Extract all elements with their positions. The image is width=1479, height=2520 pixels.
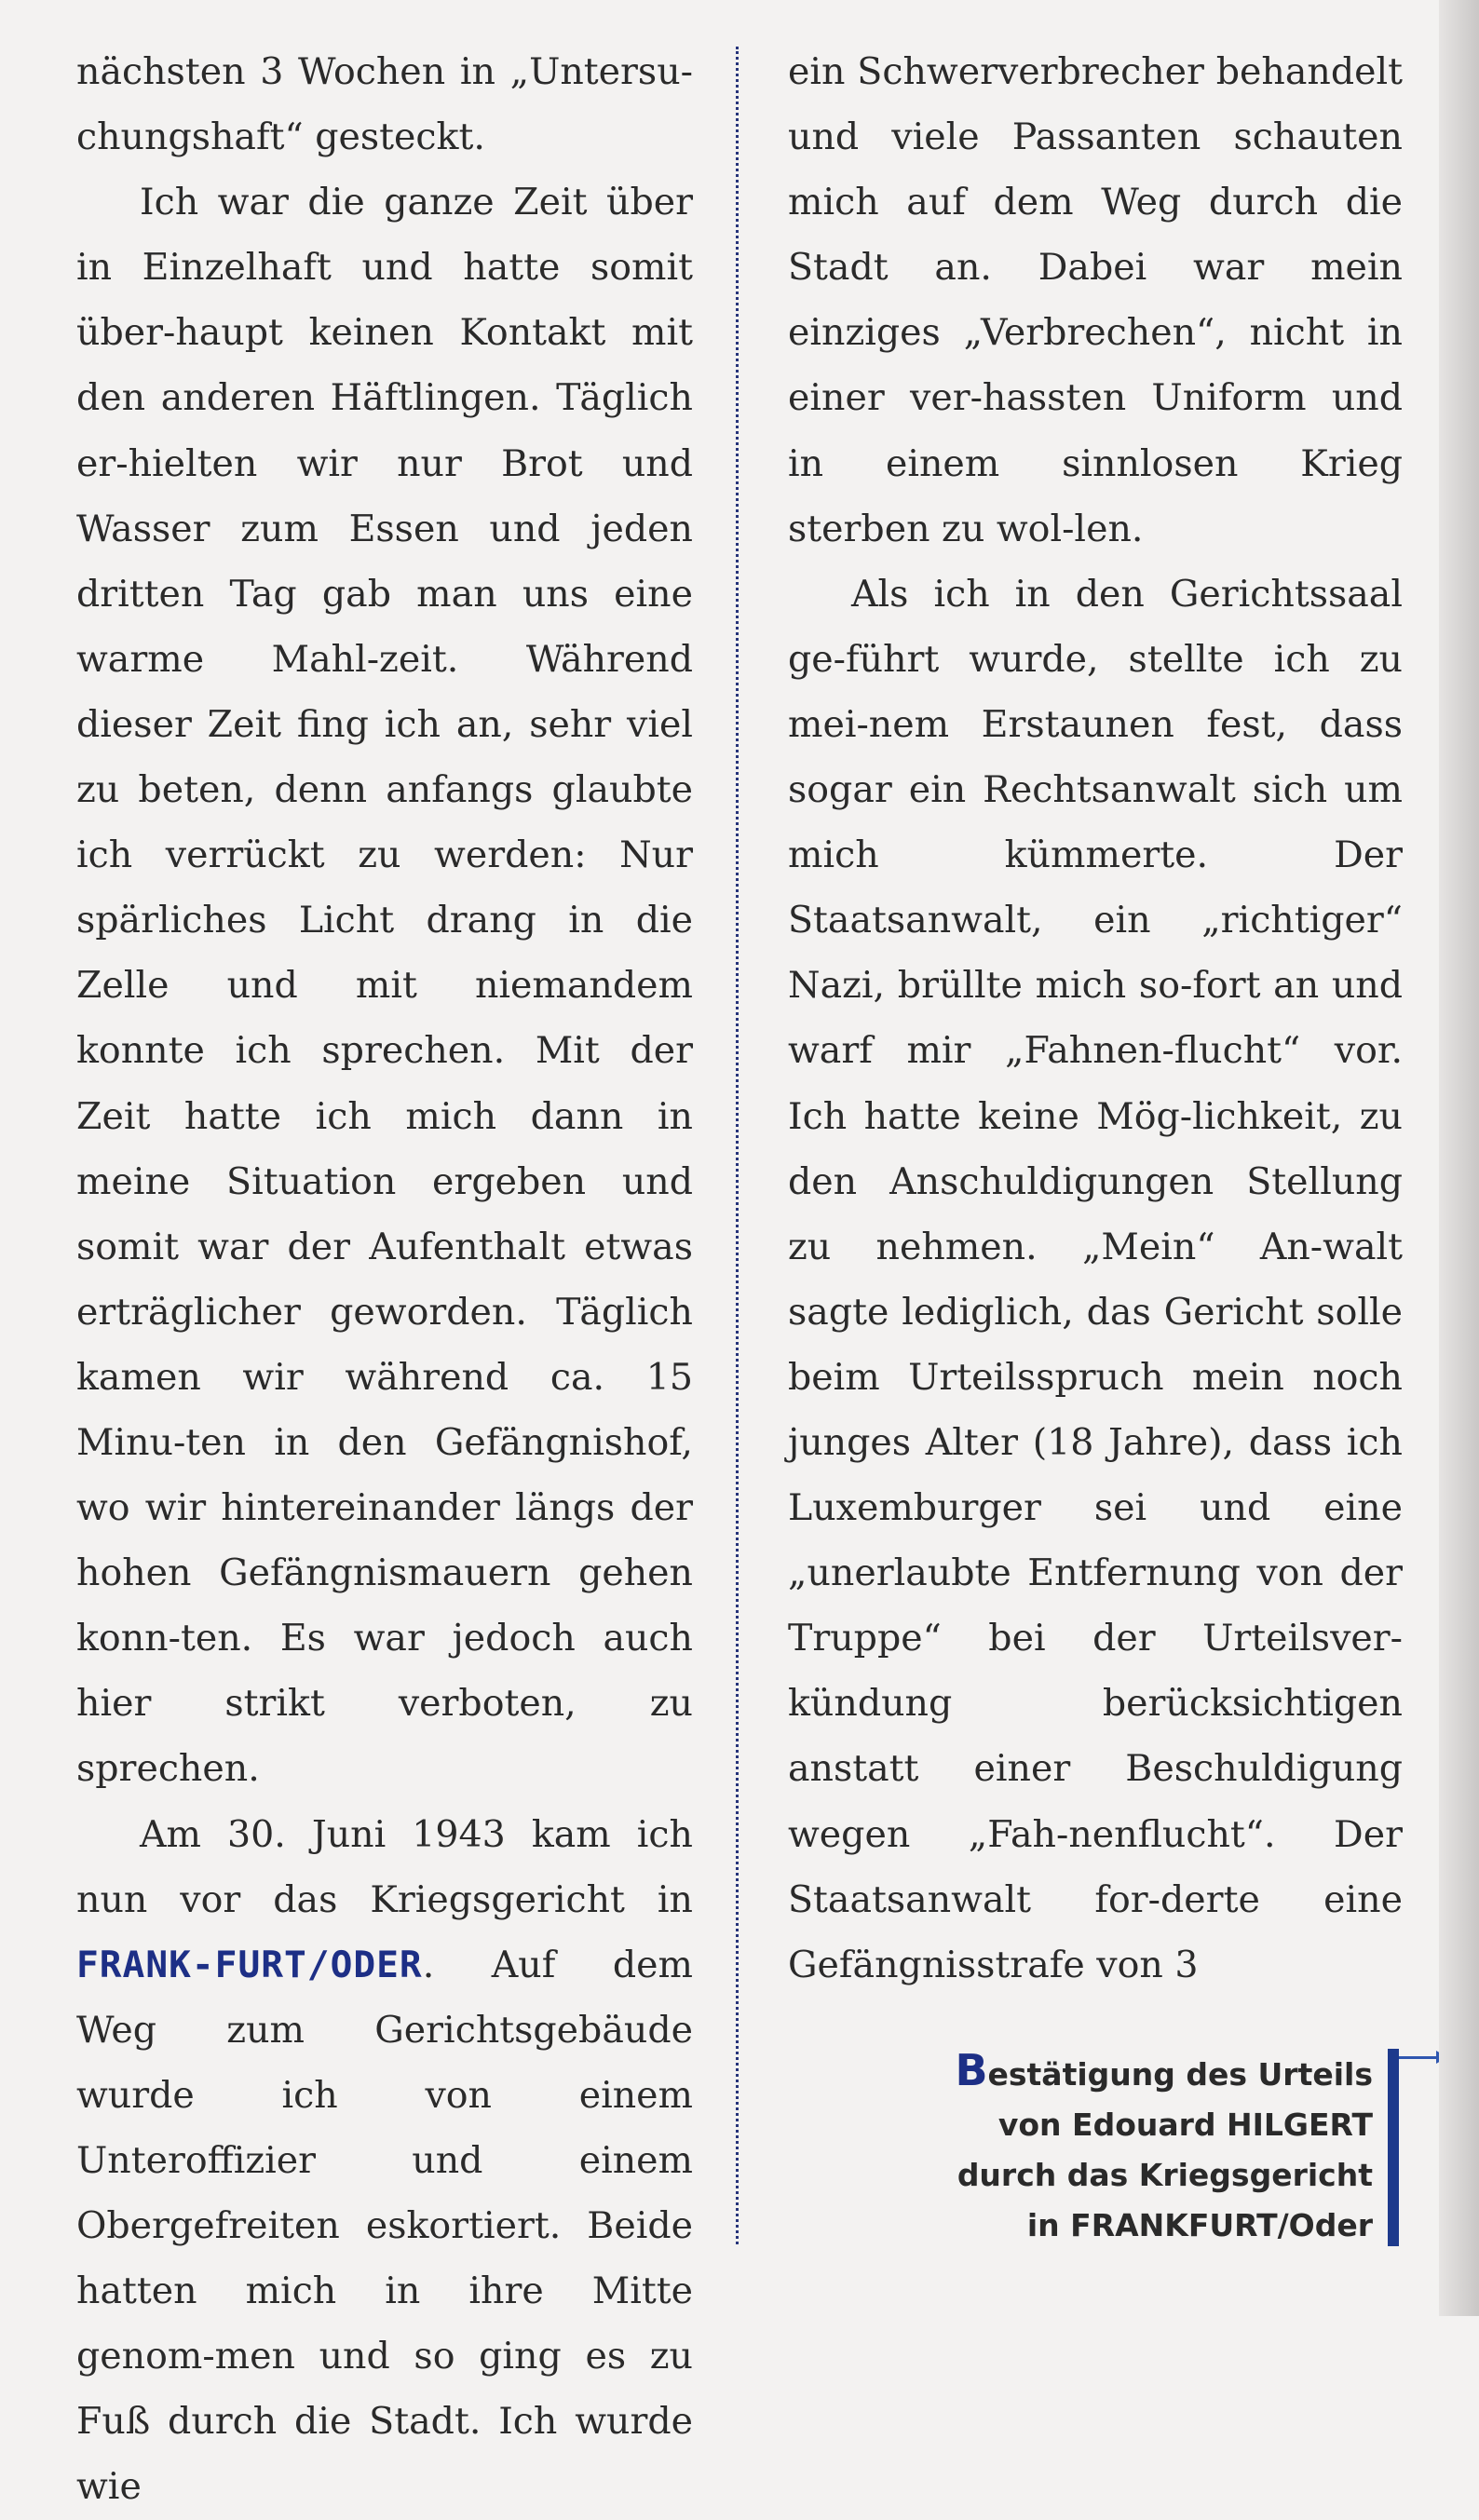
paragraph	[76, 1802, 693, 2520]
caption-text: estätigung des Urteils	[987, 2056, 1373, 2093]
paragraph: nächsten 3 Wochen in „Untersu-chungshaft“ gesteckt.	[76, 50, 693, 159]
place-name-highlight: FRANK-FURT/ODER	[76, 1943, 423, 1986]
paragraph: Als ich in den Gerichtssaal ge-führt wurde, stellte ich zu mei-nem Erstaunen fest, dass sogar ein Rechtsanwalt sich um mich kümmerte. Der Staatsanwalt, ein „richtiger“ Nazi, brüllte mich so-fort an und warf mir „Fahnen-flucht“ vor. Ich hatte keine Mög-lichkeit, zu den Anschuldigungen Stellung zu nehmen. „Mein“ An-walt sagte lediglich, das Gericht solle beim Urteilsspruch mein noch junges Alter (18 Jahre), dass ich Luxemburger sei und eine „unerlaubte Entfernung von der Truppe“ bei der Urteilsver-kündung berücksichtigen anstatt einer Beschuldigung wegen „Fah-nenflucht“. Der Staatsanwalt for-derte eine Gefängnisstrafe von 3	[788, 572, 1403, 1986]
caption-line	[889, 2045, 1373, 2100]
image-caption	[889, 2045, 1373, 2251]
caption-initial: B	[955, 2045, 988, 2095]
page-edge-shadow	[1439, 0, 1479, 2316]
paragraph-text: Am 30. Juni 1943 kam ich nun vor das Kriegsgericht in	[76, 1812, 693, 1921]
caption-line: von Edouard HILGERT	[997, 2107, 1373, 2143]
paragraph: ein Schwerverbrecher behandelt und viele Passanten schauten mich auf dem Weg durch die Stadt an. Dabei war mein einziges „Verbrechen“, nicht in einer ver-hassten Uniform und in einem sinnlosen Krieg sterben zu wol-len.	[788, 50, 1403, 550]
paragraph-text: . Auf dem Weg zum Gerichtsgebäude wurde ich von einem Unteroffizier und einem Obergefreiten eskortiert. Beide hatten mich in ihre Mitte genom-men und so ging es zu Fuß durch die Stadt. Ich wurde wie	[76, 1943, 693, 2509]
column-divider	[736, 47, 739, 2244]
right-text-column	[788, 39, 1403, 1998]
caption-arrow-icon	[1399, 2056, 1440, 2059]
paragraph: Ich war die ganze Zeit über in Einzelhaft und hatte somit über-haupt keinen Kontakt mit den anderen Häftlingen. Täglich er-hielten wir nur Brot und Wasser zum Essen und jeden dritten Tag gab man uns eine warme Mahl-zeit. Während dieser Zeit fing ich an, sehr viel zu beten, denn anfangs glaubte ich verrückt zu werden: Nur spärliches Licht drang in die Zelle und mit niemandem konnte ich sprechen. Mit der Zeit hatte ich mich dann in meine Situation ergeben und somit war der Aufenthalt etwas erträglicher geworden. Täglich kamen wir während ca. 15 Minu-ten in den Gefängnishof, wo wir hintereinander längs der hohen Gefängnismauern gehen konn-ten. Es war jedoch auch hier strikt verboten, zu sprechen.	[76, 181, 693, 1791]
caption-line: durch das Kriegsgericht	[957, 2157, 1373, 2193]
left-text-column	[76, 39, 693, 2520]
caption-line: in FRANKFURT/Oder	[1026, 2207, 1373, 2243]
caption-accent-bar	[1388, 2049, 1399, 2246]
